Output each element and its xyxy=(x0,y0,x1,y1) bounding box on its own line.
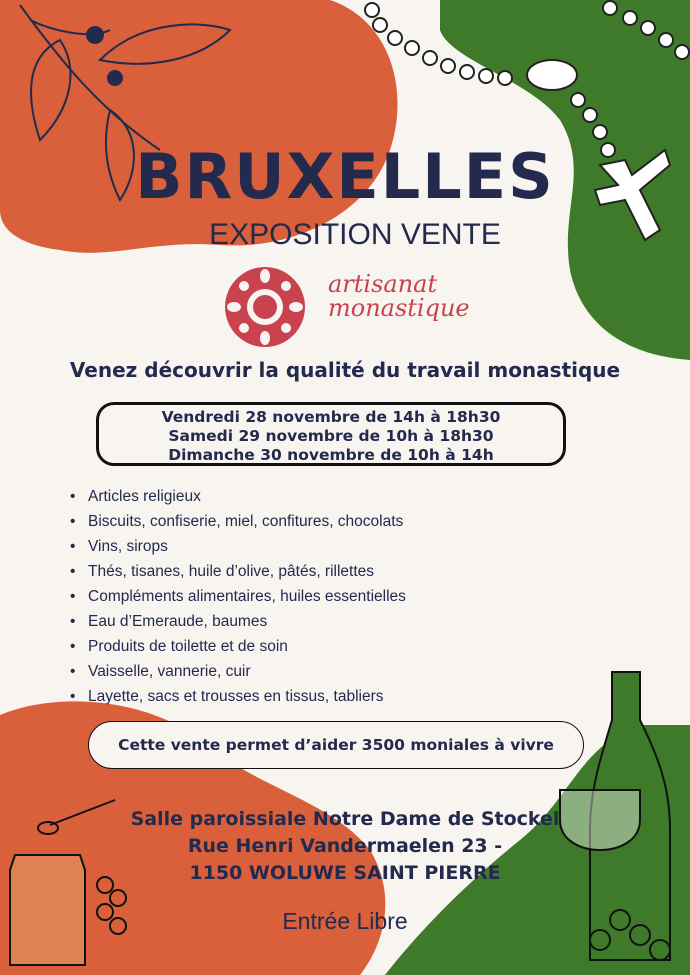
entry-free-label: Entrée Libre xyxy=(282,908,408,934)
dates-box xyxy=(96,402,566,466)
list-item: • Eau d’Emeraude, baumes xyxy=(70,611,406,636)
list-item: • Compléments alimentaires, huiles essentielles xyxy=(70,586,406,611)
address-line: Salle paroissiale Notre Dame de Stockel xyxy=(130,808,560,830)
list-item: • Vaisselle, vannerie, cuir xyxy=(70,661,406,686)
artisanat-logo-icon xyxy=(220,262,310,352)
berry xyxy=(86,26,104,44)
date-line: Samedi 29 novembre de 10h à 18h30 xyxy=(168,427,494,445)
products-list xyxy=(70,486,406,711)
address xyxy=(108,806,582,887)
address-line: 1150 WOLUWE SAINT PIERRE xyxy=(189,862,501,884)
page-subtitle: EXPOSITION VENTE xyxy=(209,218,501,251)
orange-blob-top xyxy=(0,0,398,253)
list-item: • Thés, tisanes, huile d’olive, pâtés, rillettes xyxy=(70,561,406,586)
list-item: • Vins, sirops xyxy=(70,536,406,561)
address-line: Rue Henri Vandermaelen 23 - xyxy=(187,835,503,857)
tagline: Venez découvrir la qualité du travail monastique xyxy=(69,358,621,382)
berry xyxy=(107,70,123,86)
list-item: • Articles religieux xyxy=(70,486,406,511)
date-line: Vendredi 28 novembre de 14h à 18h30 xyxy=(161,408,501,426)
page-title: BRUXELLES xyxy=(135,140,555,213)
date-line: Dimanche 30 novembre de 10h à 14h xyxy=(168,446,494,464)
logo-wordmark xyxy=(328,272,470,320)
logo-line2: monastique xyxy=(328,294,470,322)
aid-banner: Cette vente permet d’aider 3500 moniales à vivre xyxy=(88,721,584,769)
logo-line1: artisanat xyxy=(328,270,438,298)
list-item: • Layette, sacs et trousses en tissus, tabliers xyxy=(70,686,406,711)
list-item: • Produits de toilette et de soin xyxy=(70,636,406,661)
list-item: • Biscuits, confiserie, miel, confitures, chocolats xyxy=(70,511,406,536)
